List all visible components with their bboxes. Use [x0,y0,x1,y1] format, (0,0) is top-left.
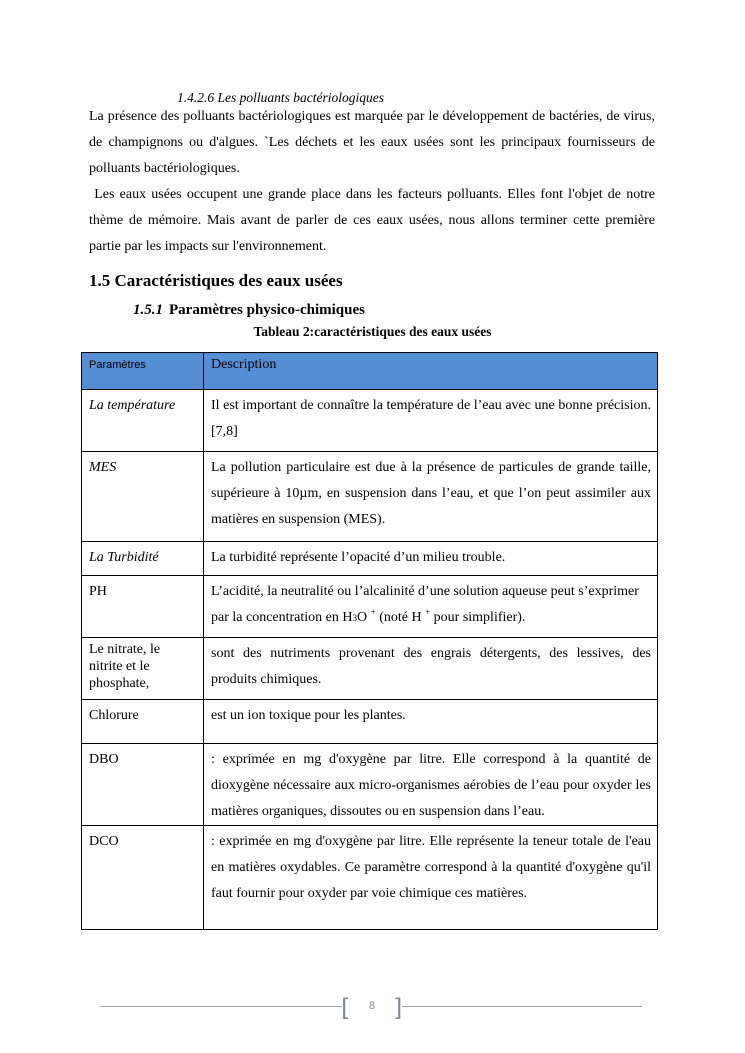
table-row [82,700,658,744]
header-description: Description [204,353,658,390]
table-row [82,826,658,930]
desc-text: (noté H [375,610,426,625]
param-cell: MES [82,452,204,542]
superscript: + [370,607,376,617]
desc-cell: La turbidité représente l’opacité d’un milieu trouble. [204,542,658,576]
param-cell: La température [82,390,204,452]
table-header-row [82,353,658,390]
desc-cell: sont des nutriments provenant des engrais détergents, des lessives, des produits chimiques. [204,638,658,700]
desc-cell: La pollution particulaire est due à la présence de particules de grande taille, supérieure à 10µm, en suspension dans l’eau, et que l’on peut assimiler aux matières en suspension (MES). [204,452,658,542]
desc-text: L’acidité, la neutralité ou l’alcalinité d’une solution aqueuse peut s’exprimer par la concentration en H [211,584,639,625]
desc-cell: : exprimée en mg d'oxygène par litre. Elle représente la teneur totale de l'eau en matières oxydables. Ce paramètre correspond à la quantité d'oxygène qu'il faut fournir pour oxyder par voie chimique ces matières. [204,826,658,930]
paragraph-wastewater: Les eaux usées occupent une grande place dans les facteurs polluants. Elles font l'objet de notre thème de mémoire. Mais avant de parler de ces eaux usées, nous allons terminer cette première partie par les impacts sur l'environnement. [89,187,659,254]
table-row [82,576,658,638]
characteristics-table [81,352,658,930]
param-cell: DBO [82,744,204,826]
table-row [82,638,658,700]
param-cell: Le nitrate, le nitrite et le phosphate, [82,638,204,700]
param-cell: DCO [82,826,204,930]
footer-rule-left [100,1006,342,1007]
section-heading-15: 1.5 Caractéristiques des eaux usées [89,271,343,290]
param-cell: Chlorure [82,700,204,744]
paragraph-bacteriological: La présence des polluants bactériologiques est marquée par le développement de bactéries, de virus, de champignons ou d'algues. `Les déchets et les eaux usées sont les principaux fournisseurs de polluants bactériologiques. [89,109,655,176]
table-caption: Tableau 2:caractéristiques des eaux usées [253,324,492,339]
subscript: 3 [352,613,357,623]
footer-rule-right [402,1006,642,1007]
desc-cell: est un ion toxique pour les plantes. [204,700,658,744]
desc-cell: Il est important de connaître la température de l’eau avec une bonne précision. [7,8] [204,390,658,452]
param-cell: PH [82,576,204,638]
page-number: 8 [368,1000,376,1012]
desc-text: O [357,610,371,625]
table-row [82,452,658,542]
table-row [82,744,658,826]
section-heading-151 [133,302,365,319]
superscript: + [425,607,431,617]
table-row [82,542,658,576]
param-cell: La Turbidité [82,542,204,576]
header-parametres: Paramètres [82,353,204,390]
desc-text: pour simplifier). [430,610,526,625]
desc-cell [204,576,658,638]
section-number: 1.5.1 [133,302,163,318]
table-row [82,390,658,452]
section-title: Paramètres physico-chimiques [169,302,365,318]
desc-cell: : exprimée en mg d'oxygène par litre. Elle correspond à la quantité de dioxygène nécessaire aux micro-organismes aérobies de l’eau pour oxyder les matières organiques, dissoutes ou en suspension dans l’eau. [204,744,658,826]
subsection-heading-1426: 1.4.2.6 Les polluants bactériologiques [177,90,384,105]
bracket-right-icon: ] [393,994,403,1022]
bracket-left-icon: [ [341,994,351,1022]
